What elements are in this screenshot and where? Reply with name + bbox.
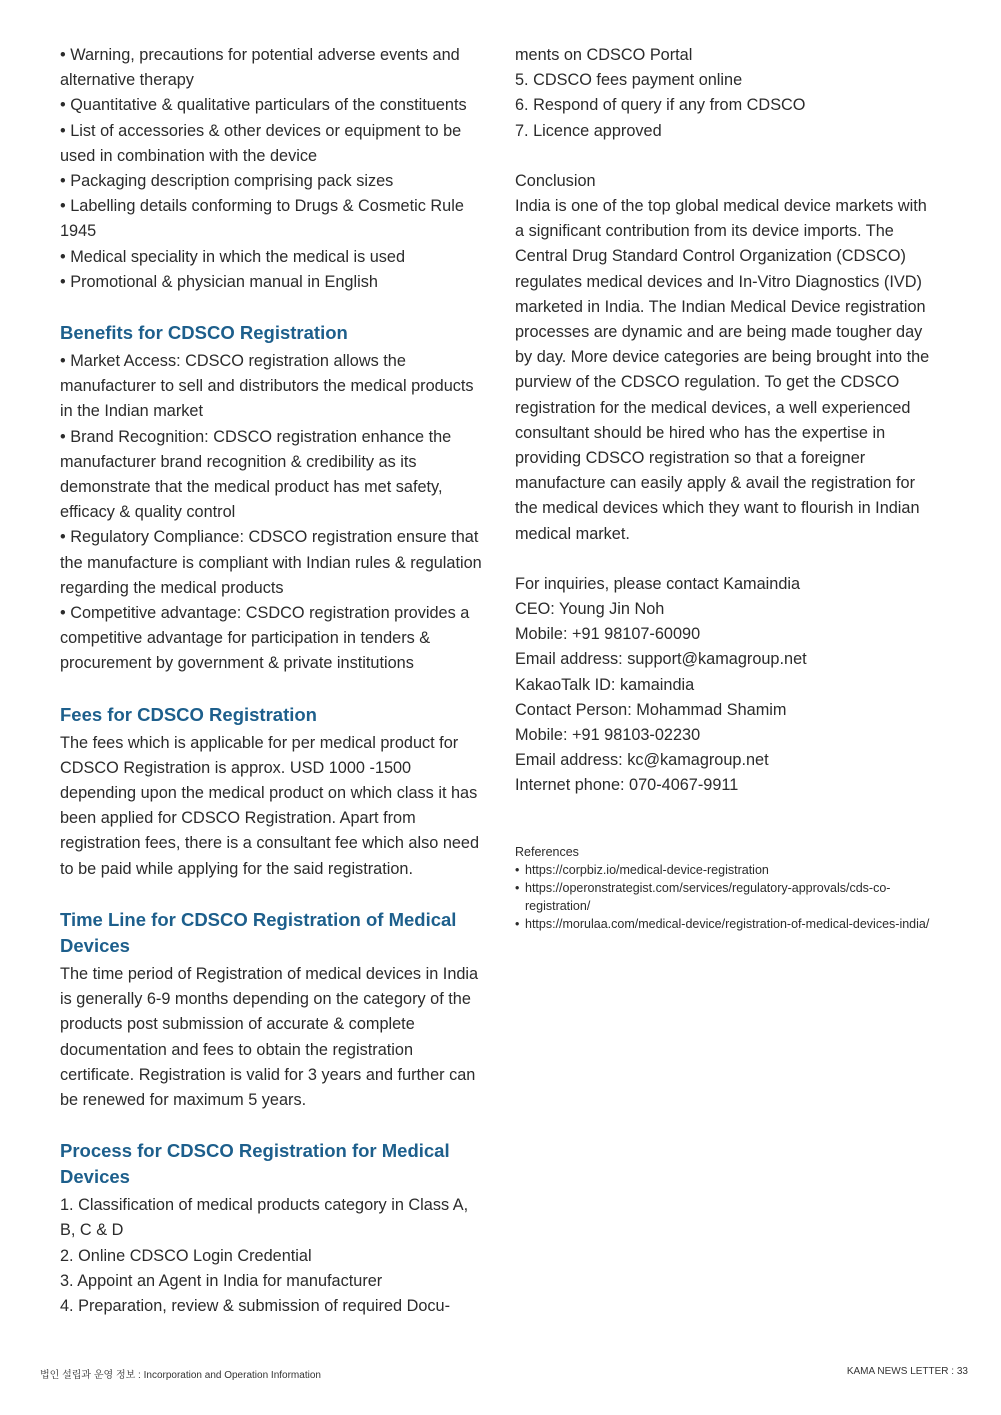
- process-step: 4. Preparation, review & submission of required Docu-: [60, 1296, 451, 1315]
- right-column: [515, 43, 940, 933]
- process-step: 3. Appoint an Agent in India for manufacturer: [60, 1271, 383, 1290]
- reference-link[interactable]: • https://operonstrategist.com/services/regulatory-approvals/cds-co-registration/: [515, 879, 940, 915]
- contact-line: Mobile: +91 98107-60090: [515, 625, 701, 644]
- conclusion-title: Conclusion: [515, 171, 596, 190]
- reference-link[interactable]: • https://corpbiz.io/medical-device-registration: [515, 861, 940, 879]
- list-item: • Brand Recognition: CDSCO registration enhance the manufacturer brand recognition & credibility as its demonstrate that the medical product has met safety, efficacy & quality control: [60, 427, 452, 522]
- process-step: 6. Respond of query if any from CDSCO: [515, 96, 806, 115]
- references-title: References: [515, 844, 579, 859]
- contact-line: Contact Person: Mohammad Shamim: [515, 700, 787, 719]
- fees-heading: Fees for CDSCO Registration: [60, 703, 317, 725]
- contact-line: KakaoTalk ID: kamaindia: [515, 675, 695, 694]
- list-item: • Medical speciality in which the medical is used: [60, 247, 406, 266]
- contact-line: For inquiries, please contact Kamaindia: [515, 574, 801, 593]
- left-column: [60, 43, 485, 1319]
- benefits-heading: Benefits for CDSCO Registration: [60, 322, 348, 344]
- footer-section-label: 법인 설립과 운영 정보 : Incorporation and Operation Information: [40, 1370, 321, 1381]
- references-list: [515, 861, 940, 933]
- reference-link[interactable]: • https://morulaa.com/medical-device/registration-of-medical-devices-india/: [515, 915, 940, 933]
- list-item: • Warning, precautions for potential adverse events and alternative therapy: [60, 46, 460, 90]
- process-step: 5. CDSCO fees payment online: [515, 71, 743, 90]
- list-item: • Quantitative & qualitative particulars of the constituents: [60, 96, 467, 115]
- list-item: • Packaging description comprising pack sizes: [60, 172, 394, 191]
- contact-line: CEO: Young Jin Noh: [515, 600, 665, 619]
- process-step: ments on CDSCO Portal: [515, 46, 693, 64]
- timeline-heading: Time Line for CDSCO Registration of Medical Devices: [60, 908, 457, 956]
- footer-page-label: KAMA NEWS LETTER : 33: [846, 1366, 968, 1377]
- process-step: 7. Licence approved: [515, 121, 662, 140]
- list-item: • Labelling details conforming to Drugs & Cosmetic Rule 1945: [60, 197, 464, 241]
- contact-line: Email address: support@kamagroup.net: [515, 650, 807, 669]
- list-item: • Competitive advantage: CSDCO registration provides a competitive advantage for participation in tenders & procurement by government & private institutions: [60, 604, 470, 673]
- contact-line: Mobile: +91 98103-02230: [515, 726, 701, 745]
- conclusion-body: India is one of the top global medical device markets with a significant contribution from its device imports. The Central Drug Standard Control Organization (CDSCO) regulates medical devices and In-Vitro Diagnostics (IVD) marketed in India. The Indian Medical Device registration processes are dynamic and are being made tougher day by day. More device categories are being brought into the purview of the CDSCO regulation. To get the CDSCO registration for the medical devices, a well experienced consultant should be hired who has the expertise in providing CDSCO registration so that a foreigner manufacture can easily apply & avail the registration for the medical devices which they want to flourish in Indian medical market.: [515, 197, 930, 543]
- process-heading: Process for CDSCO Registration for Medical Devices: [60, 1140, 450, 1188]
- list-item: • Regulatory Compliance: CDSCO registration ensure that the manufacture is compliant with Indian rules & regulation regarding the medical products: [60, 528, 482, 597]
- process-step: 1. Classification of medical products category in Class A, B, C & D: [60, 1196, 469, 1240]
- process-step: 2. Online CDSCO Login Credential: [60, 1246, 312, 1265]
- timeline-body: The time period of Registration of medical devices in India is generally 6-9 months depending on the category of the products post submission of accurate & complete documentation and fees to obtain the registration certificate. Registration is valid for 3 years and further can be renewed for maximum 5 years.: [60, 964, 479, 1109]
- list-item: • Promotional & physician manual in English: [60, 272, 378, 291]
- list-item: • Market Access: CDSCO registration allows the manufacturer to sell and distributors the medical products in the Indian market: [60, 352, 474, 421]
- fees-body: The fees which is applicable for per medical product for CDSCO Registration is approx. USD 1000 -1500 depending upon the medical product on which class it has been applied for CDSCO Registration. Apart from registration fees, there is a consultant fee which also need to be paid while applying for the said registration.: [60, 733, 480, 878]
- contact-line: Internet phone: 070-4067-9911: [515, 776, 739, 795]
- list-item: • List of accessories & other devices or equipment to be used in combination with the device: [60, 121, 462, 165]
- contact-line: Email address: kc@kamagroup.net: [515, 751, 769, 770]
